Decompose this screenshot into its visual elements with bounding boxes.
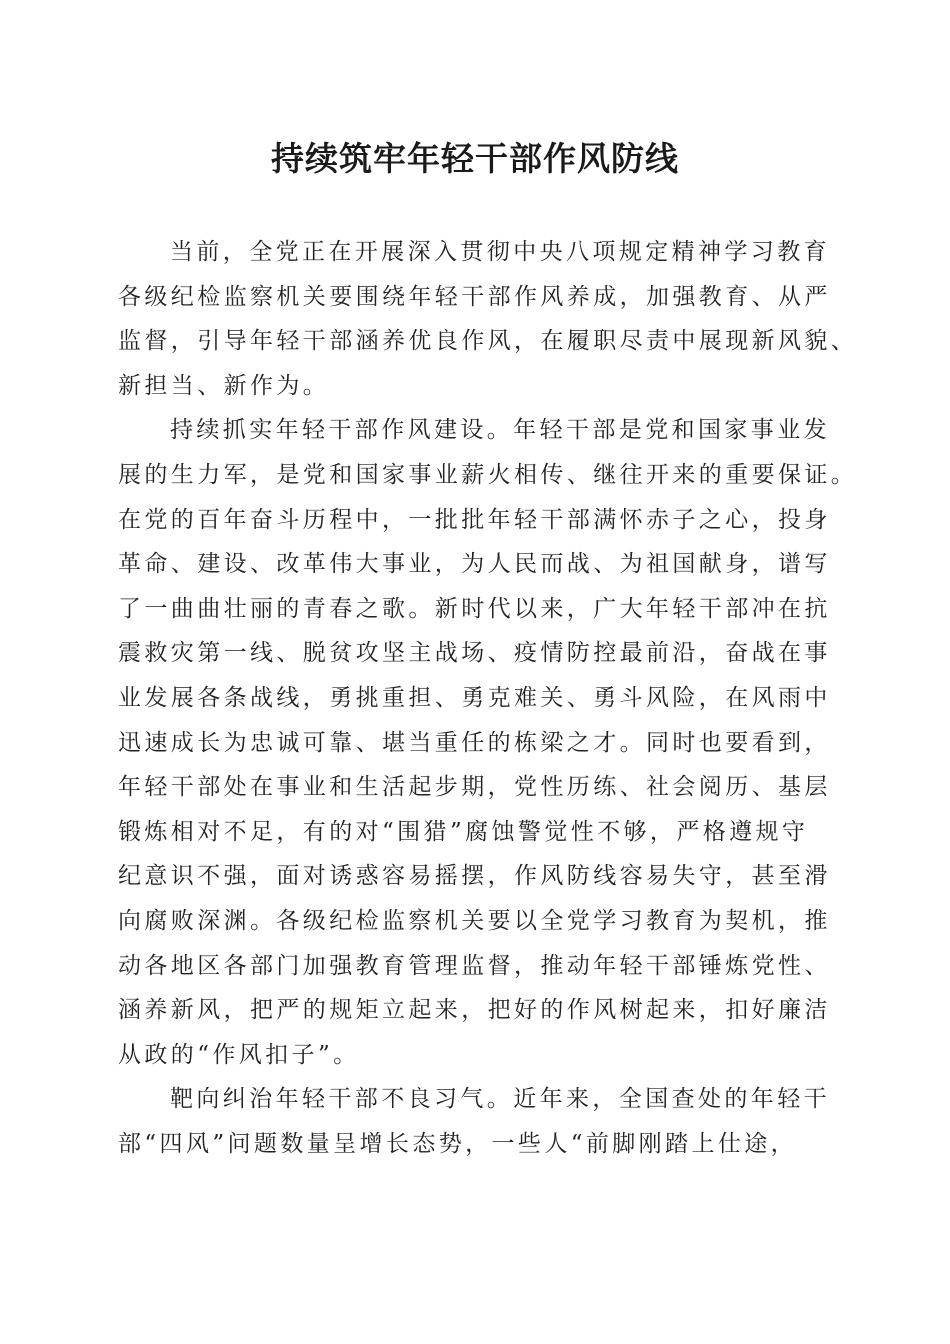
text-line: 动各地区各部门加强教育管理监督，推动年轻干部锤炼党性、 xyxy=(118,952,831,979)
text-line: 年轻干部处在事业和生活起步期，党性历练、社会阅历、基层 xyxy=(118,774,831,801)
text-line: 了一曲曲壮丽的青春之歌。新时代以来，广大年轻干部冲在抗 xyxy=(118,595,831,622)
text-line: 迅速成长为忠诚可靠、堪当重任的栋梁之才。同时也要看到， xyxy=(118,729,831,756)
document-body xyxy=(118,230,858,1166)
text-line: 业发展各条战线，勇挑重担、勇克难关、勇斗风险，在风雨中 xyxy=(118,684,831,711)
text-line: 持续抓实年轻干部作风建设。年轻干部是党和国家事业发 xyxy=(170,417,830,444)
text-line: 涵养新风，把严的规矩立起来，把好的作风树起来，扣好廉洁 xyxy=(118,997,831,1024)
document-title: 持续筑牢年轻干部作风防线 xyxy=(271,139,679,178)
text-line: 新担当、新作为。 xyxy=(118,372,330,399)
text-line: 从政的“作风扣子”。 xyxy=(118,1041,360,1068)
text-line: 纪意识不强，面对诱惑容易摇摆，作风防线容易失守，甚至滑 xyxy=(118,863,831,890)
text-line: 向腐败深渊。各级纪检监察机关要以全党学习教育为契机，推 xyxy=(118,907,831,934)
text-line: 监督，引导年轻干部涵养优良作风，在履职尽责中展现新风貌、 xyxy=(118,328,858,355)
text-line: 靶向纠治年轻干部不良习气。近年来，全国查处的年轻干 xyxy=(170,1086,830,1113)
text-line: 部“四风”问题数量呈增长态势，一些人“前脚刚踏上仕途， xyxy=(118,1130,798,1157)
text-line: 各级纪检监察机关要围绕年轻干部作风养成，加强教育、从严 xyxy=(118,283,831,310)
text-line: 展的生力军，是党和国家事业薪火相传、继往开来的重要保证。 xyxy=(118,461,858,488)
text-line: 锻炼相对不足，有的对“围猎”腐蚀警觉性不够，严格遵规守 xyxy=(118,818,809,845)
text-line: 震救灾第一线、脱贫攻坚主战场、疫情防控最前沿，奋战在事 xyxy=(118,640,831,667)
text-line: 革命、建设、改革伟大事业，为人民而战、为祖国献身，谱写 xyxy=(118,551,831,578)
text-line: 当前，全党正在开展深入贯彻中央八项规定精神学习教育 xyxy=(170,239,830,265)
text-line: 在党的百年奋斗历程中，一批批年轻干部满怀赤子之心，投身 xyxy=(118,506,831,533)
